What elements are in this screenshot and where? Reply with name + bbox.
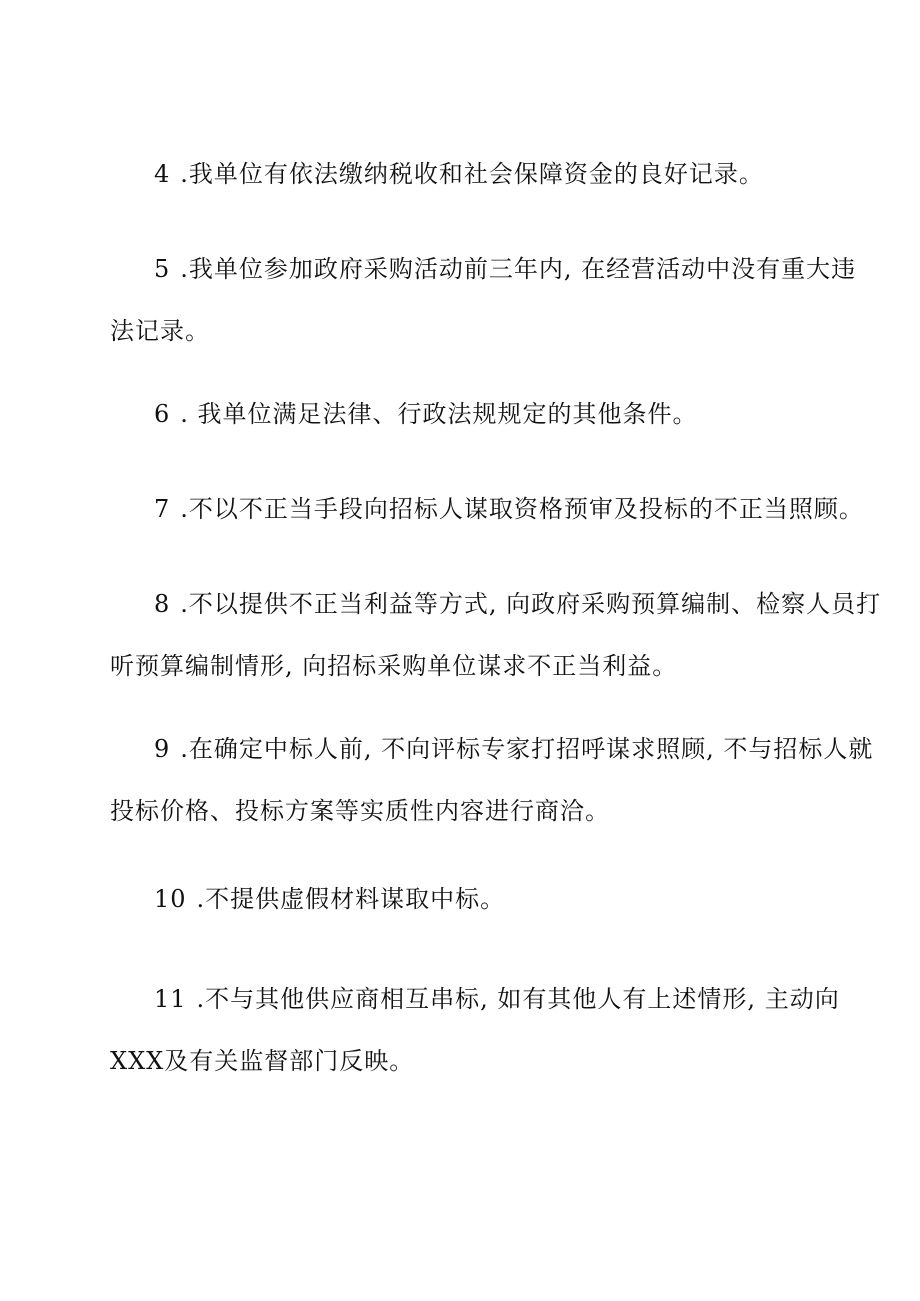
- item-text-continuation: 法记录。: [110, 317, 210, 345]
- list-item-4: [110, 143, 830, 205]
- item-number: 7: [154, 495, 171, 523]
- item-text-continuation: 听预算编制情形, 向招标采购单位谋求不正当利益。: [110, 652, 678, 680]
- item-text: .不提供虚假材料谋取中标。: [196, 885, 506, 913]
- item-text-continuation: 投标价格、投标方案等实质性内容进行商洽。: [110, 797, 610, 825]
- item-text: .在确定中标人前, 不向评标专家打招呼谋求照顾, 不与招标人就: [180, 735, 874, 763]
- item-number: 9: [154, 735, 171, 763]
- item-number: 8: [154, 590, 171, 618]
- item-text: .不以不正当手段向招标人谋取资格预审及投标的不正当照顾。: [180, 495, 864, 523]
- item-text: .我单位参加政府采购活动前三年内, 在经营活动中没有重大违: [180, 255, 857, 283]
- item-number: 6: [154, 400, 171, 428]
- item-text: .我单位有依法缴纳税收和社会保障资金的良好记录。: [180, 160, 764, 188]
- list-item-5: [110, 238, 857, 362]
- list-item-8: [110, 573, 882, 697]
- list-item-6: [110, 383, 830, 445]
- item-text: . 我单位满足法律、行政法规规定的其他条件。: [180, 400, 698, 428]
- item-text: .不以提供不正当利益等方式, 向政府采购预算编制、检察人员打: [180, 590, 882, 618]
- list-item-10: [110, 868, 830, 930]
- list-item-9: [110, 718, 874, 842]
- list-item-11: [110, 968, 840, 1092]
- item-number: 5: [154, 255, 171, 283]
- item-text-continuation: XXX及有关监督部门反映。: [110, 1047, 415, 1075]
- item-number: 4: [154, 160, 171, 188]
- item-number: 11: [154, 985, 187, 1013]
- item-number: 10: [154, 885, 187, 913]
- list-item-7: [110, 478, 864, 540]
- item-text: .不与其他供应商相互串标, 如有其他人有上述情形, 主动向: [196, 985, 840, 1013]
